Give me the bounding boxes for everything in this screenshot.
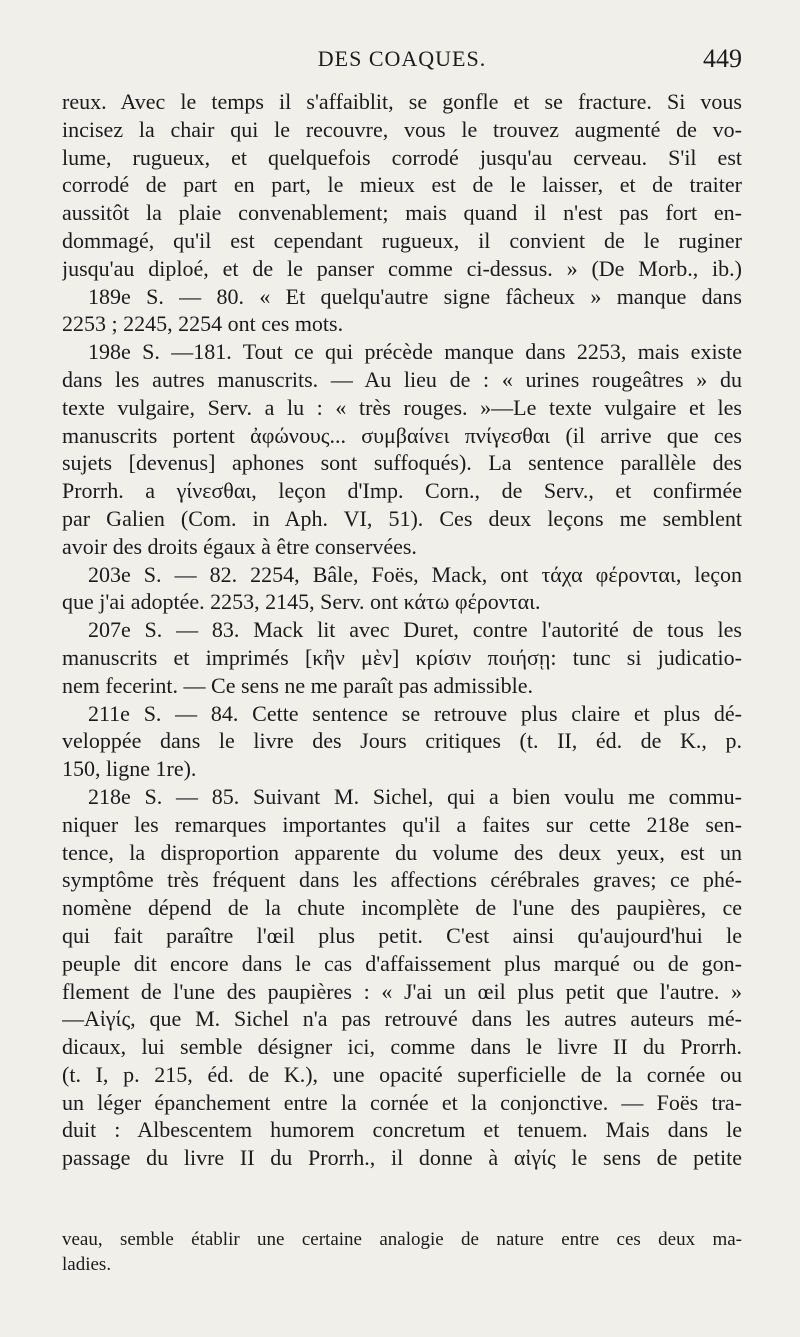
text-line: par Galien (Com. in Aph. VI, 51). Ces deux leçons me semblent <box>62 505 742 531</box>
text-line: 189e S. — 80. « Et quelqu'autre signe fâcheux » manque dans <box>88 283 742 309</box>
text-line: un léger épanchement entre la cornée et la conjonctive. — Foës tra- <box>62 1089 742 1115</box>
text-line: avoir des droits égaux à être conservées. <box>62 533 417 559</box>
text-line: Prorrh. a γίνεσθαι, leçon d'Imp. Corn., de Serv., et confirmée <box>62 478 742 504</box>
text-line: (t. I, p. 215, éd. de K.), une opacité superficielle de la cornée ou <box>62 1061 742 1087</box>
text-line: aussitôt la plaie convenablement; mais quand il n'est pas fort en- <box>62 200 742 226</box>
body-text <box>62 88 742 1172</box>
text-line: jusqu'au diploé, et de le panser comme ci-dessus. » (De Morb., ib.) <box>62 255 742 281</box>
running-title: DES COAQUES. <box>317 46 487 71</box>
text-line: 198e S. —181. Tout ce qui précède manque dans 2253, mais existe <box>88 339 742 365</box>
text-line: qui fait paraître l'œil plus petit. C'est ainsi qu'aujourd'hui le <box>62 922 742 948</box>
text-line: corrodé de part en part, le mieux est de le laisser, et de traiter <box>62 172 742 198</box>
text-line: dicaux, lui semble désigner ici, comme dans le livre II du Prorrh. <box>62 1034 742 1060</box>
text-line: —Αἰγίς, que M. Sichel n'a pas retrouvé dans les autres auteurs mé- <box>62 1006 742 1032</box>
text-line: nem fecerint. — Ce sens ne me paraît pas admissible. <box>62 672 534 698</box>
text-line: sujets [devenus] aphones sont suffoqués). La sentence parallèle des <box>62 450 742 476</box>
text-line: 2253 ; 2245, 2254 ont ces mots. <box>62 311 344 337</box>
text-line: manuscrits portent ἀφώνους... συμβαίνει πνίγεσθαι (il arrive que ces <box>62 422 742 448</box>
text-line: reux. Avec le temps il s'affaiblit, se gonfle et se fracture. Si vous <box>62 89 742 114</box>
text-line: que j'ai adoptée. 2253, 2145, Serv. ont κάτω φέρονται. <box>62 589 541 615</box>
text-line: passage du livre II du Prorrh., il donne à αἰγίς le sens de petite <box>62 1145 742 1171</box>
text-line: veloppée dans le livre des Jours critiques (t. II, éd. de K., p. <box>62 728 742 754</box>
page-number: 449 <box>703 44 742 73</box>
text-line: niquer les remarques importantes qu'il a faites sur cette 218e sen- <box>62 811 742 837</box>
footnote-line: veau, semble établir une certaine analogie de nature entre ces deux ma- <box>62 1229 742 1250</box>
text-line: tence, la disproportion apparente du volume des deux yeux, est un <box>62 839 742 865</box>
text-line: 211e S. — 84. Cette sentence se retrouve plus claire et plus dé- <box>88 700 742 726</box>
text-line: dans les autres manuscrits. — Au lieu de : « urines rougeâtres » du <box>62 366 742 392</box>
text-line: 203e S. — 82. 2254, Bâle, Foës, Mack, ont τάχα φέρονται, leçon <box>88 561 742 587</box>
text-line: incisez la chair qui le recouvre, vous le trouvez augmenté de vo- <box>62 116 742 142</box>
running-head <box>62 46 742 76</box>
footnote <box>62 1227 742 1277</box>
text-line: peuple dit encore dans le cas d'affaissement plus marqué ou de gon- <box>62 950 742 976</box>
text-line: duit : Albescentem humorem concretum et tenuem. Mais dans le <box>62 1117 742 1143</box>
text-line: 150, ligne 1re). <box>62 756 197 782</box>
text-line: symptôme très fréquent dans les affections cérébrales graves; ce phé- <box>62 867 742 893</box>
text-line: dommagé, qu'il est cependant rugueux, il convient de le ruginer <box>62 227 742 253</box>
text-line: lume, rugueux, et quelquefois corrodé jusqu'au cerveau. S'il est <box>62 144 742 170</box>
text-line: 218e S. — 85. Suivant M. Sichel, qui a bien voulu me commu- <box>88 783 742 809</box>
text-line: flement de l'une des paupières : « J'ai un œil plus petit que l'autre. » <box>62 978 742 1004</box>
text-line: texte vulgaire, Serv. a lu : « très rouges. »—Le texte vulgaire et les <box>62 394 742 420</box>
footnote-line: ladies. <box>62 1254 112 1275</box>
text-line: nomène dépend de la chute incomplète de l'une des paupières, ce <box>62 895 742 921</box>
text-line: 207e S. — 83. Mack lit avec Duret, contre l'autorité de tous les <box>88 617 742 643</box>
text-line: manuscrits et imprimés [κἢν μὲν] κρίσιν ποιήσῃ: tunc si judicatio- <box>62 644 742 670</box>
